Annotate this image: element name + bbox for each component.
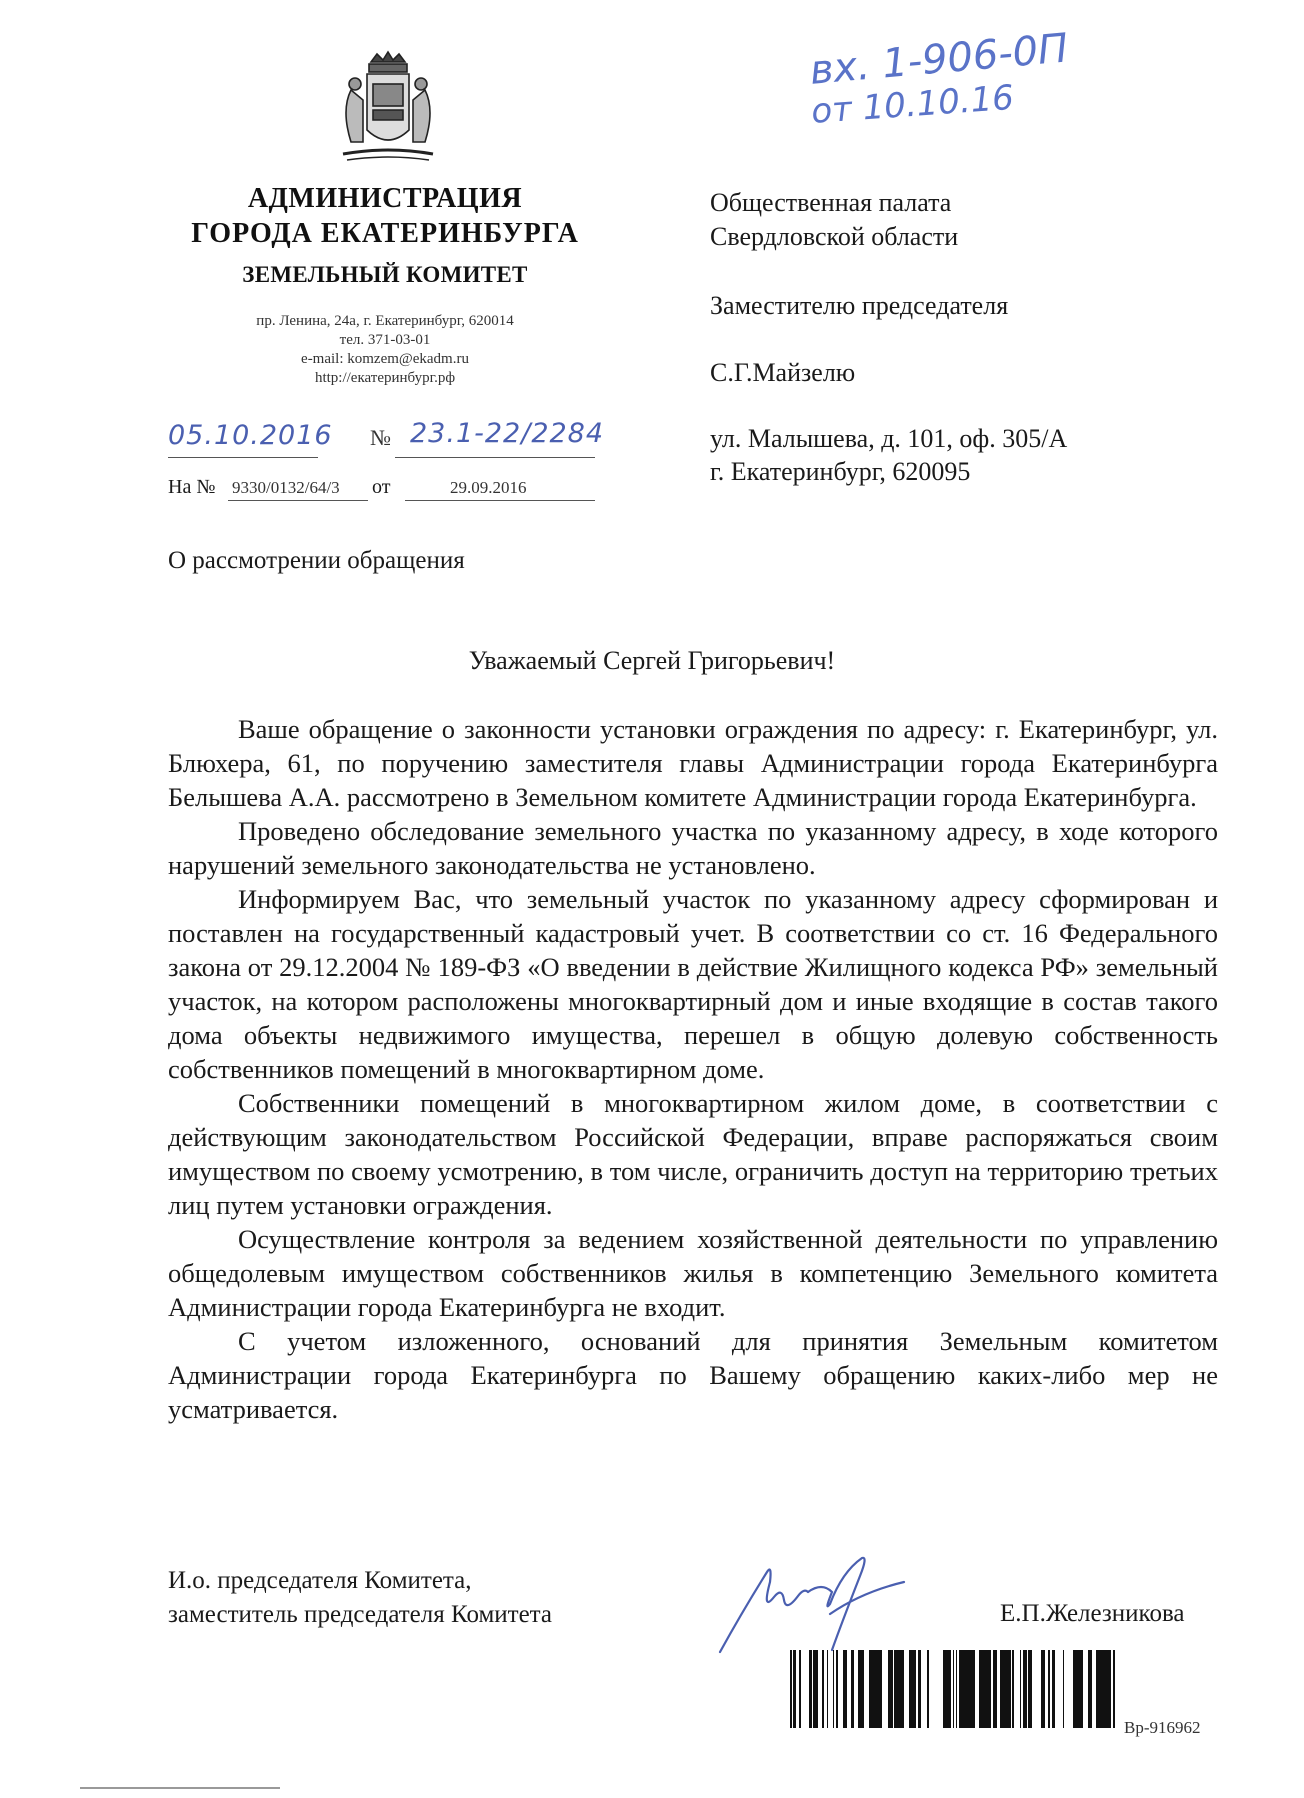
reply-number-underline bbox=[228, 500, 368, 501]
barcode-bar bbox=[966, 1650, 969, 1728]
barcode-bar bbox=[888, 1650, 891, 1728]
barcode-bar bbox=[1063, 1650, 1064, 1728]
letter-body bbox=[168, 712, 1218, 1426]
addressee-org-line2: Свердловской области bbox=[710, 222, 959, 251]
outgoing-number: 23.1-22/2284 bbox=[410, 418, 605, 449]
barcode-bar bbox=[993, 1650, 997, 1728]
barcode-bar bbox=[891, 1650, 893, 1728]
barcode-bar bbox=[813, 1650, 817, 1728]
barcode-bar bbox=[1041, 1650, 1045, 1728]
barcode-bar bbox=[948, 1650, 951, 1728]
barcode-bar bbox=[1052, 1650, 1053, 1728]
org-department: ЗЕМЕЛЬНЫЙ КОМИТЕТ bbox=[242, 262, 528, 287]
barcode-bar bbox=[903, 1650, 904, 1728]
barcode-bar bbox=[836, 1650, 837, 1728]
barcode-bar bbox=[927, 1650, 929, 1728]
barcode-bar bbox=[969, 1650, 973, 1728]
body-paragraph-5: Осуществление контроля за ведением хозяйственной деятельности по управлению общедолевым имуществом собственников жилья в компетенцию Земельного комитета Администрации города Екатеринбурга не входит. bbox=[168, 1224, 1218, 1322]
barcode-bar bbox=[973, 1650, 975, 1728]
barcode-bar bbox=[1030, 1650, 1032, 1728]
incoming-date: от 10.10.16 bbox=[810, 77, 1016, 132]
barcode-bar bbox=[918, 1650, 921, 1728]
barcode-bar bbox=[833, 1650, 834, 1728]
barcode-bar bbox=[851, 1650, 854, 1728]
barcode-bar bbox=[799, 1650, 801, 1728]
barcode-bar bbox=[1106, 1650, 1107, 1728]
barcode-number: Вр-916962 bbox=[1124, 1718, 1201, 1737]
barcode-bar bbox=[1020, 1650, 1021, 1728]
barcode-bar bbox=[985, 1650, 988, 1728]
barcode-bar bbox=[862, 1650, 864, 1728]
org-address: пр. Ленина, 24а, г. Екатеринбург, 620014 bbox=[256, 313, 514, 329]
barcode-bar bbox=[965, 1650, 966, 1728]
barcode-bar bbox=[898, 1650, 900, 1728]
barcode-bar bbox=[988, 1650, 991, 1728]
coat-of-arms-emblem bbox=[333, 50, 443, 168]
barcode-bar bbox=[1107, 1650, 1111, 1728]
barcode-bar bbox=[946, 1650, 948, 1728]
barcode-bar bbox=[981, 1650, 985, 1728]
barcode-bar bbox=[837, 1650, 838, 1728]
reply-date-underline bbox=[405, 500, 595, 501]
barcode-bar bbox=[962, 1650, 965, 1728]
barcode-bar bbox=[897, 1650, 898, 1728]
barcode-bar bbox=[956, 1650, 957, 1728]
page-bottom-line bbox=[80, 1787, 280, 1789]
barcode-bar bbox=[858, 1650, 860, 1728]
addressee-org-line1: Общественная палата bbox=[710, 188, 952, 217]
org-email: e-mail: komzem@ekadm.ru bbox=[301, 351, 469, 367]
barcode-bar bbox=[871, 1650, 875, 1728]
barcode-bar bbox=[900, 1650, 903, 1728]
barcode-bar bbox=[1096, 1650, 1100, 1728]
org-website: http://екатеринбург.рф bbox=[314, 370, 456, 386]
barcode-bar bbox=[817, 1650, 818, 1728]
barcode-bar bbox=[809, 1650, 812, 1728]
outgoing-date-underline bbox=[168, 457, 318, 458]
addressee-name: С.Г.Майзелю bbox=[710, 358, 856, 387]
barcode-bar bbox=[822, 1650, 824, 1728]
barcode-bar bbox=[1104, 1650, 1106, 1728]
body-paragraph-4: Собственники помещений в многоквартирном жилом доме, в соответствии с действующим законодательством Российской Федерации, вправе распоряжаться своим имуществом по своему усмотрению, в том числе, ограничить доступ на территорию третьих лиц путем установки ограждения. bbox=[168, 1088, 1218, 1220]
incoming-number: вх. 1-906-0П bbox=[808, 25, 1070, 94]
barcode-bar bbox=[1113, 1650, 1115, 1728]
barcode-bar bbox=[943, 1650, 944, 1728]
barcode-bar bbox=[909, 1650, 912, 1728]
barcode-bar bbox=[793, 1650, 795, 1728]
barcode-bar bbox=[1088, 1650, 1089, 1728]
barcode bbox=[790, 1650, 1115, 1728]
barcode-bar bbox=[1023, 1650, 1027, 1728]
salutation: Уважаемый Сергей Григорьевич! bbox=[468, 646, 836, 675]
barcode-bar bbox=[1012, 1650, 1014, 1728]
letter-subject: О рассмотрении обращения bbox=[168, 547, 465, 574]
barcode-bar bbox=[879, 1650, 882, 1728]
handwritten-signature bbox=[712, 1552, 912, 1662]
body-paragraph-6: С учетом изложенного, оснований для принятия Земельным комитетом Администрации города Екатеринбурга по Вашему обращению каких-либо мер не усматривается. bbox=[168, 1326, 1218, 1424]
barcode-bar bbox=[1073, 1650, 1076, 1728]
outgoing-number-underline bbox=[395, 457, 595, 458]
reply-label: На № bbox=[168, 476, 216, 498]
body-paragraph-2: Проведено обследование земельного участка по указанному адресу, в ходе которого нарушений земельного законодательства не установлено. bbox=[168, 816, 1218, 880]
outgoing-date: 05.10.2016 bbox=[168, 420, 333, 451]
reply-date: 29.09.2016 bbox=[450, 478, 527, 497]
barcode-bar bbox=[1048, 1650, 1050, 1728]
barcode-bar bbox=[827, 1650, 828, 1728]
addressee-city: г. Екатеринбург, 620095 bbox=[710, 457, 971, 486]
barcode-bar bbox=[1089, 1650, 1092, 1728]
barcode-bar bbox=[1029, 1650, 1030, 1728]
barcode-bar bbox=[915, 1650, 916, 1728]
body-paragraph-3: Информируем Вас, что земельный участок по указанному адресу сформирован и поставлен на государственный кадастровый учет. В соответствии со ст. 16 Федерального закона от 29.12.2004 № 189-ФЗ «О введении в действие Жилищного кодекса РФ» земельный участок, на котором расположены многоквартирный дом и иные входящие в состав такого дома объекты недвижимого имущества, перешел в общую долевую собственность собственников помещений в многоквартирном доме. bbox=[168, 884, 1218, 1084]
signatory-title-line2: заместитель председателя Комитета bbox=[168, 1601, 553, 1628]
reply-from-label: от bbox=[372, 476, 391, 498]
outgoing-number-sign: № bbox=[370, 425, 391, 450]
barcode-bar bbox=[1053, 1650, 1055, 1728]
barcode-bar bbox=[875, 1650, 879, 1728]
barcode-bar bbox=[1081, 1650, 1083, 1728]
addressee-position: Заместителю председателя bbox=[710, 291, 1009, 320]
barcode-bar bbox=[953, 1650, 954, 1728]
signatory-name: Е.П.Железникова bbox=[1000, 1600, 1185, 1627]
addressee-street: ул. Малышева, д. 101, оф. 305/А bbox=[710, 424, 1068, 453]
barcode-bar bbox=[1076, 1650, 1077, 1728]
barcode-bar bbox=[1100, 1650, 1104, 1728]
barcode-bar bbox=[894, 1650, 897, 1728]
org-phone: тел. 371-03-01 bbox=[339, 332, 431, 348]
barcode-bar bbox=[959, 1650, 962, 1728]
org-name-line1: АДМИНИСТРАЦИЯ bbox=[247, 183, 523, 214]
barcode-bar bbox=[1007, 1650, 1011, 1728]
barcode-bar bbox=[912, 1650, 915, 1728]
reply-number: 9330/0132/64/3 bbox=[232, 478, 340, 497]
signatory-title-line1: И.о. председателя Комитета, bbox=[168, 1567, 472, 1594]
barcode-bar bbox=[869, 1650, 871, 1728]
barcode-bar bbox=[843, 1650, 847, 1728]
barcode-bar bbox=[1000, 1650, 1004, 1728]
barcode-bar bbox=[1077, 1650, 1081, 1728]
org-name-line2: ГОРОДА ЕКАТЕРИНБУРГА bbox=[191, 218, 579, 249]
body-paragraph-1: Ваше обращение о законности установки ограждения по адресу: г. Екатеринбург, ул. Блюхера, 61, по поручению заместителя главы Администрации города Екатеринбурга Белышева А.А. рассмотрено в Земельном комитете Администрации города Екатеринбурга. bbox=[168, 714, 1218, 812]
barcode-bar bbox=[790, 1650, 792, 1728]
barcode-bar bbox=[1028, 1650, 1029, 1728]
barcode-bar bbox=[979, 1650, 981, 1728]
barcode-bar bbox=[1004, 1650, 1007, 1728]
barcode-bar bbox=[860, 1650, 862, 1728]
barcode-bar bbox=[795, 1650, 796, 1728]
barcode-bar bbox=[944, 1650, 946, 1728]
